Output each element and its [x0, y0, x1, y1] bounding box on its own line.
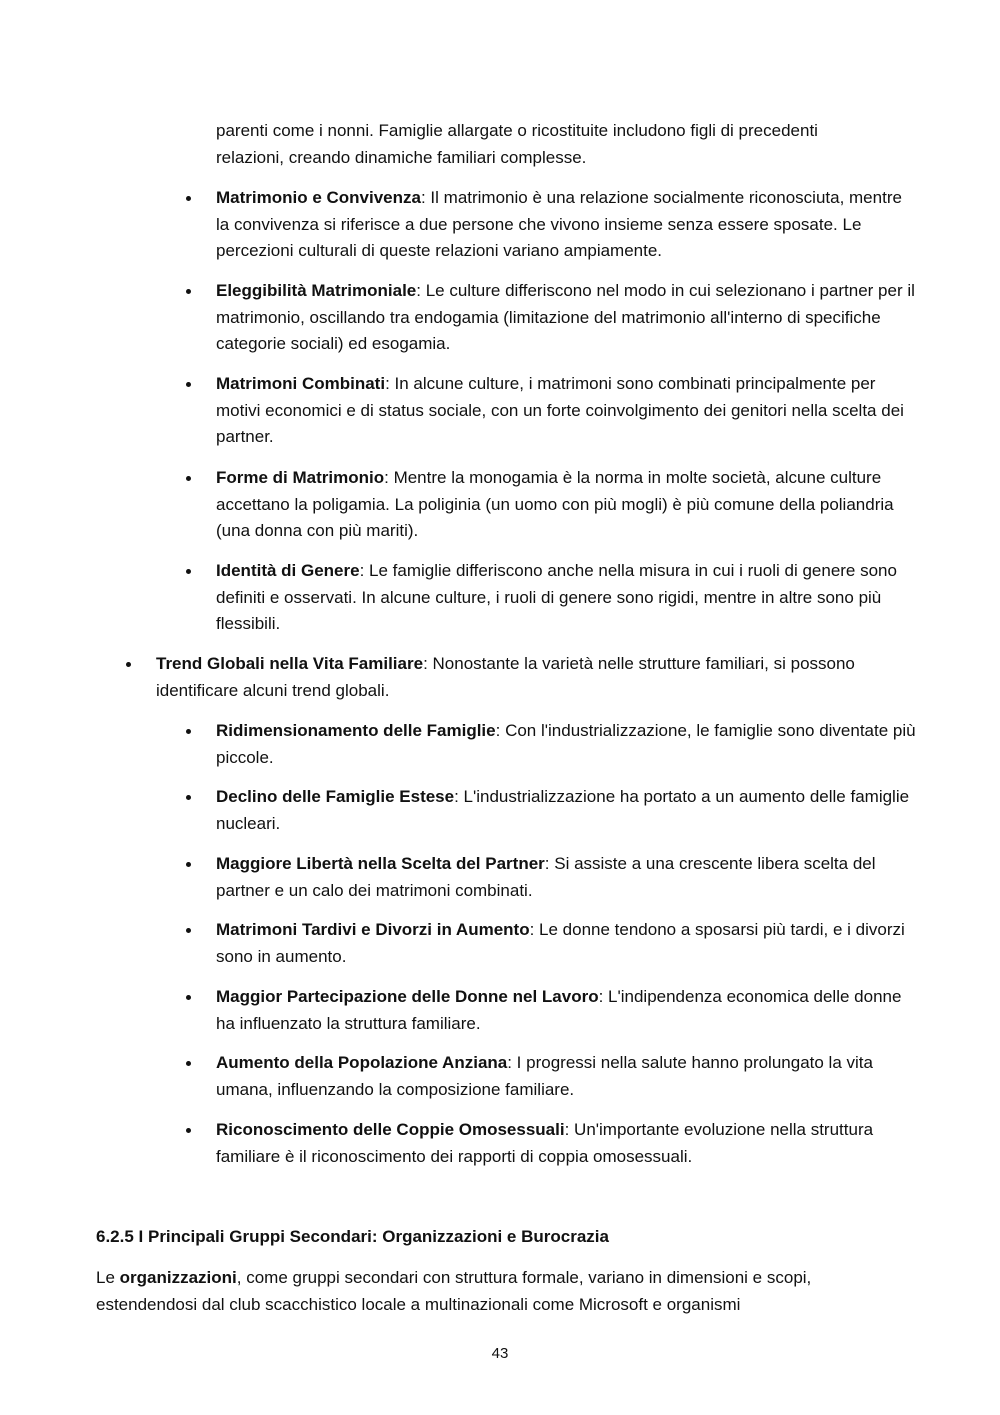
- list-item-term: Eleggibilità Matrimoniale: [216, 281, 417, 300]
- list-item-term: Matrimoni Combinati: [216, 374, 386, 393]
- list-item-term: Maggiore Libertà nella Scelta del Partner: [216, 854, 545, 873]
- list-item-term: Maggior Partecipazione delle Donne nel Lavoro: [216, 987, 599, 1006]
- continuation-line-1: parenti come i nonni. Famiglie allargate o ricostituite includono figli di precedenti: [216, 121, 818, 140]
- list-item: [216, 1050, 916, 1103]
- list-item-text: : In alcune culture, i matrimoni sono combinati principalmente per motivi economici e di status sociale, con un forte coinvolgimento dei genitori nella scelta dei partner.: [216, 374, 904, 447]
- list-item: [216, 371, 916, 451]
- bullet-icon: [186, 928, 191, 933]
- list-item-text: : L'indipendenza economica delle donne ha influenzato la struttura familiare.: [216, 987, 902, 1033]
- bullet-icon: [186, 729, 191, 734]
- list-item-term: Matrimoni Tardivi e Divorzi in Aumento: [216, 920, 530, 939]
- list-item-text: : Si assiste a una crescente libera scelta del partner e un calo dei matrimoni combinati.: [216, 854, 876, 900]
- bullet-icon: [186, 569, 191, 574]
- list-item-term: Declino delle Famiglie Estese: [216, 787, 455, 806]
- list-item-text: : Le famiglie differiscono anche nella misura in cui i ruoli di genere sono definiti e osservati. In alcune culture, i ruoli di genere sono rigidi, mentre in altre sono più flessibili.: [216, 561, 897, 634]
- bullet-icon: [186, 196, 191, 201]
- list-item-term: Forme di Matrimonio: [216, 468, 385, 487]
- list-item-text: : L'industrializzazione ha portato a un aumento delle famiglie nucleari.: [216, 787, 910, 833]
- list-item-text: : Con l'industrializzazione, le famiglie sono diventate più piccole.: [216, 721, 916, 767]
- list-item-text: : Il matrimonio è una relazione socialmente riconosciuta, mentre la convivenza si riferisce a due persone che vivono insieme senza essere sposate. Le percezioni culturali di queste relazioni variano ampiamente.: [216, 188, 902, 261]
- list-item-text: : I progressi nella salute hanno prolungato la vita umana, influenzando la composizione familiare.: [216, 1053, 873, 1099]
- bullet-icon: [186, 862, 191, 867]
- list-item: [216, 465, 916, 545]
- list-item-text: : Un'importante evoluzione nella struttura familiare è il riconoscimento dei rapporti di coppia omosessuali.: [216, 1120, 874, 1166]
- bullet-icon: [186, 382, 191, 387]
- list-item-text: : Mentre la monogamia è la norma in molte società, alcune culture accettano la poligamia. La poliginia (un uomo con più mogli) è più comune della poliandria (una donna con più mariti).: [216, 468, 894, 541]
- list-item-term: Riconoscimento delle Coppie Omosessuali: [216, 1120, 565, 1139]
- list-item: [216, 917, 916, 970]
- list-item-text: : Nonostante la varietà nelle strutture familiari, si possono identificare alcuni trend globali.: [156, 654, 855, 700]
- continuation-text: [216, 118, 906, 171]
- page-number: 43: [491, 1345, 509, 1362]
- paragraph-text: , come gruppi secondari con struttura formale, variano in dimensioni e scopi, estendendosi dal club scacchistico locale a multinazionali come Microsoft e organismi: [96, 1268, 812, 1314]
- list-item: [216, 784, 916, 837]
- continuation-line-2: relazioni, creando dinamiche familiari complesse.: [216, 147, 587, 167]
- section-paragraph: [96, 1265, 906, 1318]
- list-item-term: Trend Globali nella Vita Familiare: [156, 654, 424, 673]
- list-item: [216, 1117, 916, 1170]
- list-item-term: Matrimonio e Convivenza: [216, 188, 421, 207]
- list-item-text: : Le donne tendono a sposarsi più tardi, e i divorzi sono in aumento.: [216, 920, 905, 966]
- bullet-icon: [126, 662, 131, 667]
- paragraph-prefix: Le: [96, 1268, 120, 1287]
- list-item: [216, 278, 916, 358]
- bullet-icon: [186, 476, 191, 481]
- list-item: [216, 558, 916, 638]
- list-item-term: Identità di Genere: [216, 561, 360, 580]
- list-item-main: [156, 651, 906, 704]
- bullet-icon: [186, 795, 191, 800]
- list-item: [216, 718, 916, 771]
- bullet-icon: [186, 1061, 191, 1066]
- list-item-term: Aumento della Popolazione Anziana: [216, 1053, 508, 1072]
- bullet-icon: [186, 995, 191, 1000]
- paragraph-term: organizzazioni: [119, 1268, 237, 1287]
- list-item: [216, 185, 916, 265]
- list-item-term: Ridimensionamento delle Famiglie: [216, 721, 496, 740]
- list-item-text: : Le culture differiscono nel modo in cui selezionano i partner per il matrimonio, oscillando tra endogamia (limitazione del matrimonio all'interno di specifiche categorie sociali) ed esogamia.: [216, 281, 915, 354]
- list-item: [216, 984, 916, 1037]
- list-item: [216, 851, 916, 904]
- bullet-icon: [186, 289, 191, 294]
- bullet-icon: [186, 1128, 191, 1133]
- section-heading: 6.2.5 I Principali Gruppi Secondari: Organizzazioni e Burocrazia: [96, 1227, 609, 1246]
